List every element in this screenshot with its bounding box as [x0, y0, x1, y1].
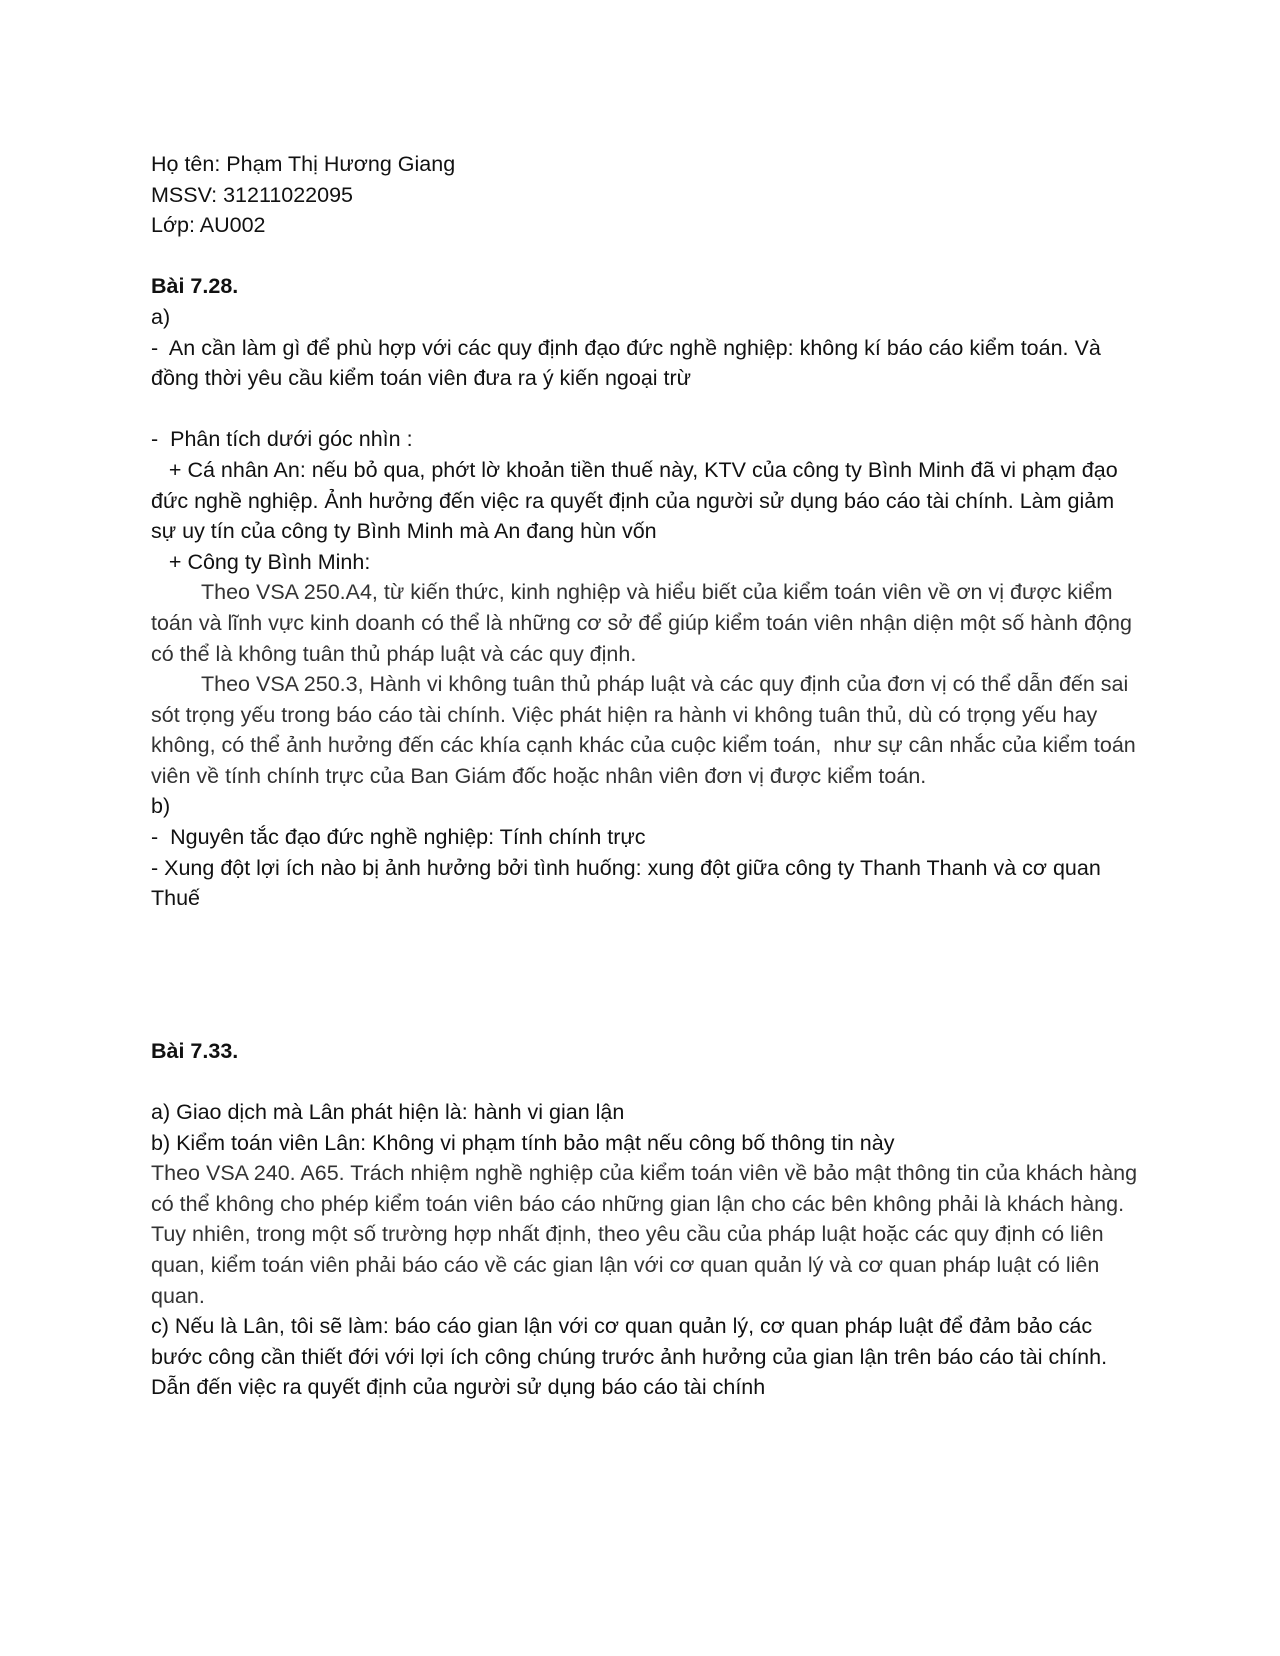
- exercise-728-analysis-heading: - Phân tích dưới góc nhìn :: [151, 427, 413, 452]
- student-id: MSSV: 31211022095: [151, 182, 354, 207]
- exercise-733-title: Bài 7.33.: [151, 1038, 239, 1063]
- student-class: Lớp: AU002: [151, 213, 266, 238]
- exercise-728-conflict: - Xung đột lợi ích nào bị ảnh hưởng bởi tình huống: xung đột giữa công ty Thanh Thanh và cơ quan Thuế: [151, 855, 1107, 911]
- exercise-733-b-line: b) Kiểm toán viên Lân: Không vi phạm tính bảo mật nếu công bố thông tin này: [151, 1130, 895, 1155]
- exercise-728-vsa-a4: Theo VSA 250.A4, từ kiến thức, kinh nghiệp và hiểu biết của kiểm toán viên về ơn vị được kiểm toán và lĩnh vực kinh doanh có thể là những cơ sở để giúp kiểm toán viên nhận diện một số hành động có thể là không tuân thủ pháp luật và các quy định.: [151, 580, 1138, 666]
- indent-marker: [151, 550, 169, 574]
- exercise-728-company-heading: + Công ty Bình Minh:: [151, 547, 1141, 578]
- document-page: [151, 149, 1144, 1403]
- exercise-728-personal-point: + Cá nhân An: nếu bỏ qua, phớt lờ khoản tiền thuế này, KTV của công ty Bình Minh đã vi phạm đạo đức nghề nghiệp. Ảnh hưởng đến việc ra quyết định của người sử dụng báo cáo tài chính. Làm giảm sự uy tín của công ty Bình Minh mà An đang hùn vốn: [151, 457, 1124, 544]
- exercise-728-part-a: a): [151, 304, 171, 329]
- spacer: [151, 1066, 1141, 1097]
- indent-marker: [151, 458, 169, 482]
- exercise-728-principle: - Nguyên tắc đạo đức nghề nghiệp: Tính chính trực: [151, 825, 646, 850]
- spacer: [151, 914, 1141, 1036]
- exercise-733-a-line: a) Giao dịch mà Lân phát hiện là: hành vi gian lận: [151, 1100, 625, 1125]
- exercise-733-c-line: c) Nếu là Lân, tôi sẽ làm: báo cáo gian lận với cơ quan quản lý, cơ quan pháp luật để đảm bảo các bước công cần thiết đới với lợi ích công chúng trước ảnh hưởng của gian lận trên báo cáo tài chính. Dẫn đến việc ra quyết định của người sử dụng báo cáo tài chính: [151, 1314, 1114, 1400]
- spacer: [151, 394, 1141, 425]
- exercise-728-vsa-3: Theo VSA 250.3, Hành vi không tuân thủ pháp luật và các quy định của đơn vị có thể dẫn đến sai sót trọng yếu trong báo cáo tài chính. Việc phát hiện ra hành vi không tuân thủ, dù có trọng yếu hay không, có thể ảnh hưởng đến các khía cạnh khác của cuộc kiểm toán, như sự cân nhắc của kiểm toán viên về tính chính trực của Ban Giám đốc hoặc nhân viên đơn vị được kiểm toán.: [151, 672, 1142, 788]
- exercise-728-part-b: b): [151, 794, 171, 819]
- exercise-728-a-answer: - An cần làm gì để phù hợp với các quy định đạo đức nghề nghiệp: không kí báo cáo kiểm toán. Và đồng thời yêu cầu kiểm toán viên đưa ra ý kiến ngoại trừ: [151, 335, 1107, 391]
- spacer: [151, 241, 1141, 272]
- exercise-733-vsa-240: Theo VSA 240. A65. Trách nhiệm nghề nghiệp của kiểm toán viên về bảo mật thông tin của khách hàng có thể không cho phép kiểm toán viên báo cáo những gian lận cho các bên không phải là khách hàng. Tuy nhiên, trong một số trường hợp nhất định, theo yêu cầu của pháp luật hoặc các quy định có liên quan, kiểm toán viên phải báo cáo về các gian lận với cơ quan quản lý và cơ quan pháp luật có liên quan.: [151, 1161, 1144, 1308]
- exercise-728-title: Bài 7.28.: [151, 274, 239, 299]
- student-name: Họ tên: Phạm Thị Hương Giang: [151, 152, 456, 176]
